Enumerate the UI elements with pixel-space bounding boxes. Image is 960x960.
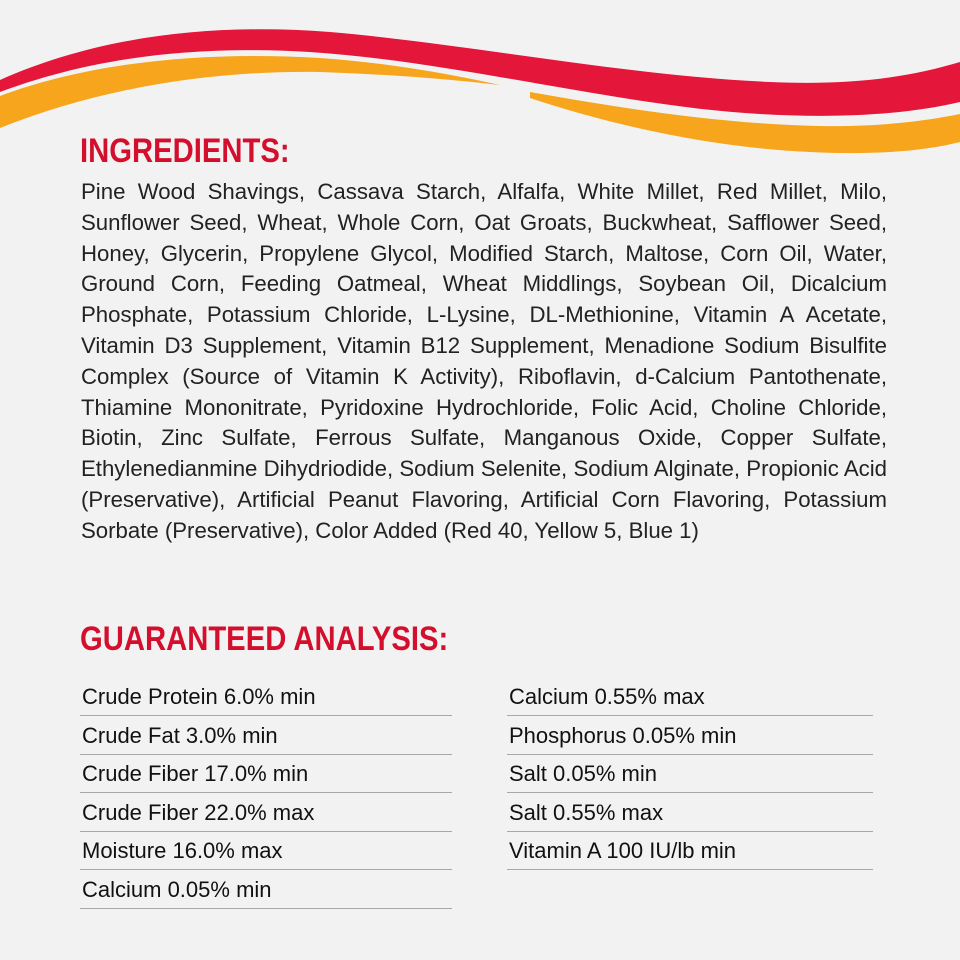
ingredients-heading: INGREDIENTS: [80,132,290,170]
analysis-row: Salt 0.05% min [507,755,873,793]
analysis-row: Moisture 16.0% max [80,832,452,870]
analysis-row: Vitamin A 100 IU/lb min [507,832,873,870]
analysis-row: Calcium 0.55% max [507,678,873,716]
analysis-column-left [80,678,452,909]
guaranteed-analysis-heading: GUARANTEED ANALYSIS: [80,620,449,658]
analysis-row: Crude Protein 6.0% min [80,678,452,716]
red-swoosh-stripe [0,0,960,116]
analysis-row: Calcium 0.05% min [80,871,452,909]
analysis-column-right [507,678,873,871]
analysis-row: Salt 0.55% max [507,794,873,832]
analysis-row: Crude Fiber 17.0% min [80,755,452,793]
analysis-row: Crude Fiber 22.0% max [80,794,452,832]
analysis-row: Phosphorus 0.05% min [507,717,873,755]
analysis-row: Crude Fat 3.0% min [80,717,452,755]
ingredients-list-text: Pine Wood Shavings, Cassava Starch, Alfalfa, White Millet, Red Millet, Milo, Sunflower Seed, Wheat, Whole Corn, Oat Groats, Buckwheat, Safflower Seed, Honey, Glycerin, Propylene Glycol, Modified Starch, Maltose, Corn Oil, Water, Ground Corn, Feeding Oatmeal, Wheat Middlings, Soybean Oil, Dicalcium Phosphate, Potassium Chloride, L-Lysine, DL-Methionine, Vitamin A Acetate, Vitamin D3 Supplement, Vitamin B12 Supplement, Menadione Sodium Bisulfite Complex (Source of Vitamin K Activity), Riboflavin, d-Calcium Pantothenate, Thiamine Mononitrate, Pyridoxine Hydrochloride, Folic Acid, Choline Chloride, Biotin, Zinc Sulfate, Ferrous Sulfate, Manganous Oxide, Copper Sulfate, Ethylenedianmine Dihydriodide, Sodium Selenite, Sodium Alginate, Propionic Acid (Preservative), Artificial Peanut Flavoring, Artificial Corn Flavoring, Potassium Sorbate (Preservative), Color Added (Red 40, Yellow 5, Blue 1) [81,179,887,543]
